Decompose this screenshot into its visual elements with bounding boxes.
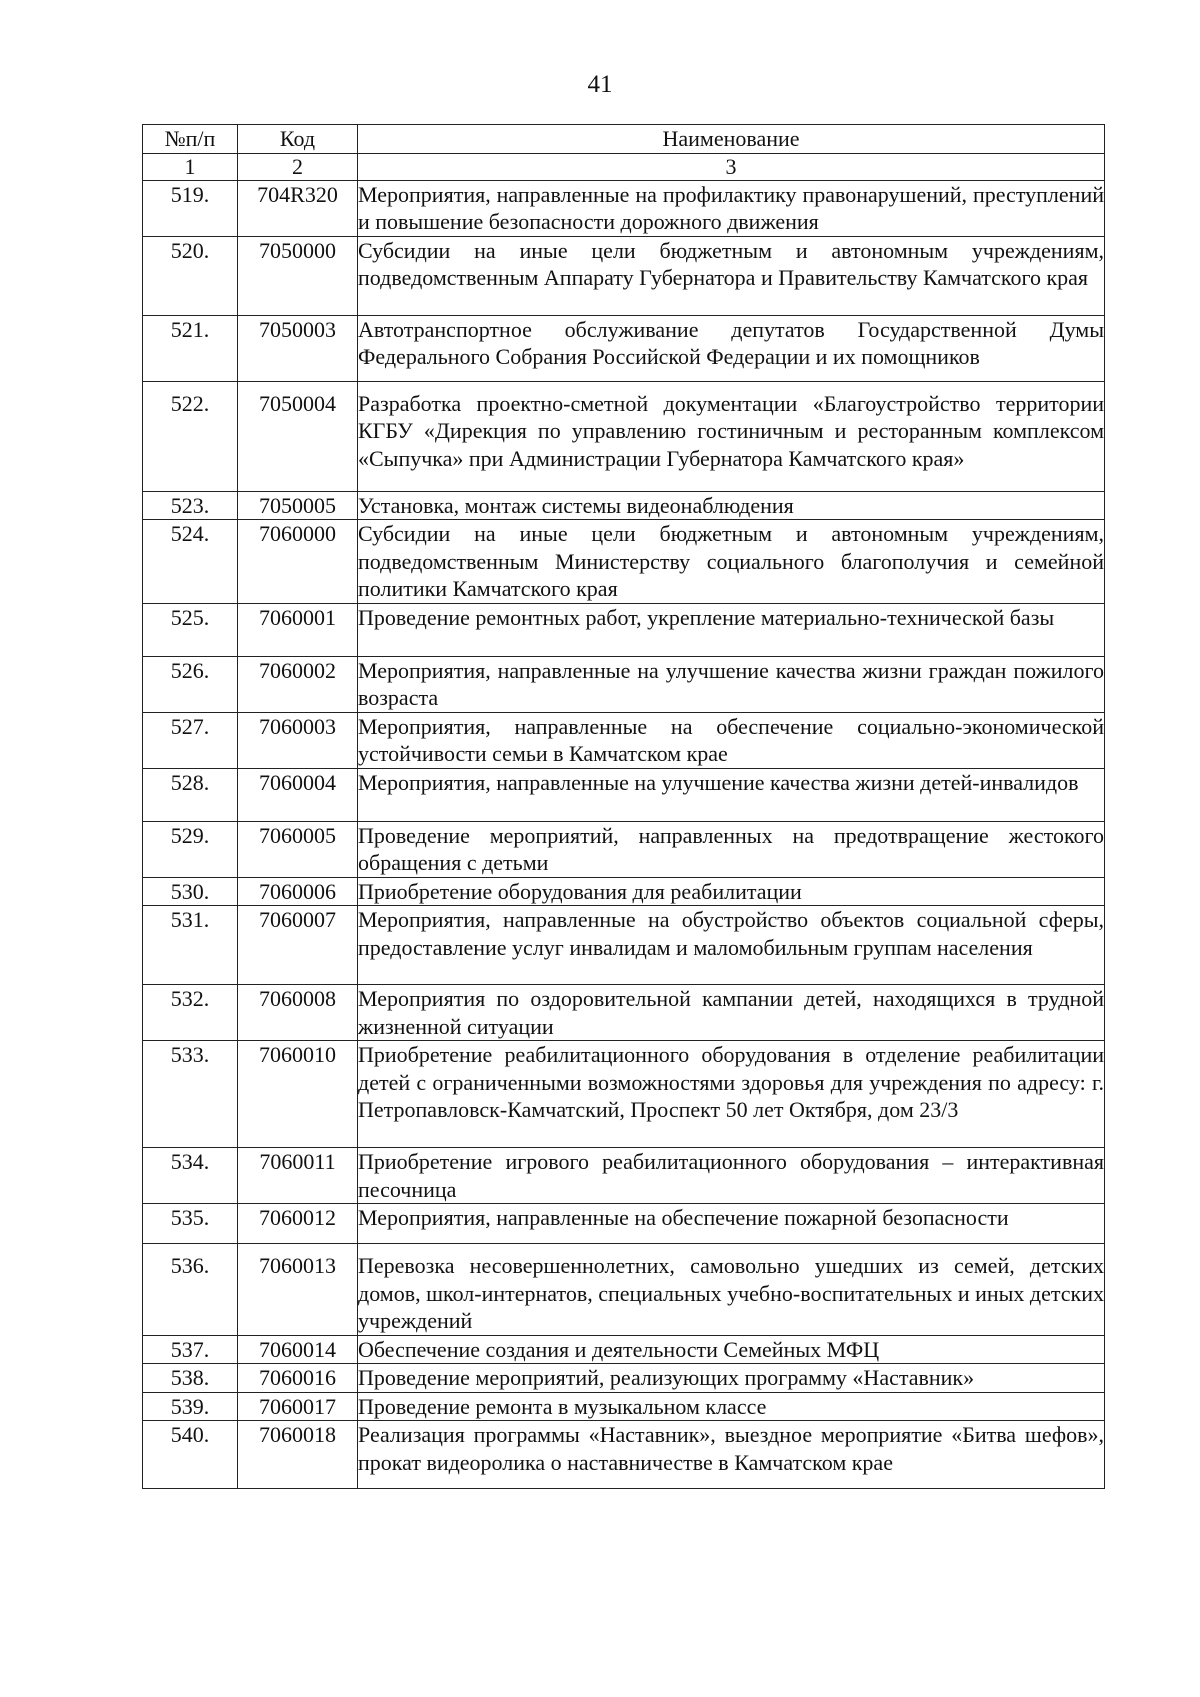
row-name: Мероприятия, направленные на обеспечение пожарной безопасности <box>358 1204 1105 1244</box>
table-row <box>143 236 1105 315</box>
row-name: Мероприятия, направленные на обеспечение социально-экономической устойчивости семьи в Камчатском крае <box>358 713 1104 766</box>
row-code: 7050005 <box>238 491 358 520</box>
table-row <box>143 315 1105 381</box>
row-code: 7050004 <box>238 381 358 491</box>
table-row <box>143 712 1105 768</box>
row-name: Проведение ремонта в музыкальном классе <box>358 1392 1105 1421</box>
table-row <box>143 1392 1105 1421</box>
page-number: 41 <box>587 71 613 98</box>
table-row <box>143 1148 1105 1204</box>
row-code: 7060003 <box>238 712 358 768</box>
row-code: 7060004 <box>238 768 358 821</box>
row-name: Мероприятия, направленные на улучшение качества жизни детей-инвалидов <box>358 768 1105 821</box>
row-code: 7060006 <box>238 877 358 906</box>
table-row <box>143 1041 1105 1148</box>
table-row <box>143 656 1105 712</box>
row-name: Приобретение реабилитационного оборудования в отделение реабилитации детей с ограниченными возможностями здоровья для учреждения по адресу: г. Петропавловск-Камчатский, Проспект 50 лет Октября, дом 23/3 <box>358 1041 1105 1148</box>
row-code: 7060000 <box>238 520 358 604</box>
table-body <box>143 180 1105 1489</box>
row-number: 519. <box>143 180 238 236</box>
row-name: Мероприятия, направленные на улучшение качества жизни граждан пожилого возраста <box>358 657 1104 710</box>
row-code: 704R320 <box>238 180 358 236</box>
row-name: Приобретение оборудования для реабилитации <box>358 877 1105 906</box>
row-code: 7060018 <box>238 1421 358 1489</box>
codes-table <box>142 124 1105 1489</box>
row-code: 7060008 <box>238 985 358 1041</box>
table-row <box>143 768 1105 821</box>
row-number: 530. <box>143 877 238 906</box>
row-number: 532. <box>143 985 238 1041</box>
row-code: 7050003 <box>238 315 358 381</box>
table-row <box>143 1335 1105 1364</box>
row-code: 7060010 <box>238 1041 358 1148</box>
header-code: Код <box>238 125 358 154</box>
row-number: 536. <box>143 1244 238 1336</box>
row-name: Проведение ремонтных работ, укрепление материально-технической базы <box>358 603 1105 656</box>
row-code: 7060007 <box>238 906 358 985</box>
row-code: 7060012 <box>238 1204 358 1244</box>
table-row <box>143 491 1105 520</box>
table-row <box>143 603 1105 656</box>
header-name: Наименование <box>358 125 1105 154</box>
row-name: Установка, монтаж системы видеонаблюдения <box>358 491 1105 520</box>
row-name: Мероприятия, направленные на обустройство объектов социальной сферы, предоставление услуг инвалидам и маломобильным группам населения <box>358 906 1105 985</box>
row-number: 537. <box>143 1335 238 1364</box>
row-number: 534. <box>143 1148 238 1204</box>
row-code: 7060016 <box>238 1364 358 1393</box>
row-number: 528. <box>143 768 238 821</box>
table-row <box>143 821 1105 877</box>
table-row <box>143 1244 1105 1336</box>
row-code: 7060017 <box>238 1392 358 1421</box>
row-number: 526. <box>143 656 238 712</box>
header-number: №п/п <box>143 125 238 154</box>
table-header-row <box>143 125 1105 154</box>
row-number: 521. <box>143 315 238 381</box>
row-number: 540. <box>143 1421 238 1489</box>
row-name: Субсидии на иные цели бюджетным и автономным учреждениям, подведомственным Министерству социального благополучия и семейной политики Камчатского края <box>358 521 1104 601</box>
row-name: Приобретение игрового реабилитационного оборудования – интерактивная песочница <box>358 1149 1104 1202</box>
row-code: 7060014 <box>238 1335 358 1364</box>
row-number: 538. <box>143 1364 238 1393</box>
row-number: 525. <box>143 603 238 656</box>
row-code: 7060011 <box>238 1148 358 1204</box>
row-number: 533. <box>143 1041 238 1148</box>
table-row <box>143 985 1105 1041</box>
row-number: 527. <box>143 712 238 768</box>
row-code: 7050000 <box>238 236 358 315</box>
row-code: 7060005 <box>238 821 358 877</box>
row-name: Мероприятия по оздоровительной кампании детей, находящихся в трудной жизненной ситуации <box>358 986 1104 1039</box>
row-name: Обеспечение создания и деятельности Семейных МФЦ <box>358 1335 1105 1364</box>
column-numbers-row <box>143 153 1105 180</box>
row-code: 7060001 <box>238 603 358 656</box>
row-name: Разработка проектно-сметной документации «Благоустройство территории КГБУ «Дирекция по управлению гостиничным и ресторанным комплексом «Сыпучка» при Администрации Губернатора Камчатского края» <box>358 381 1105 491</box>
row-name: Реализация программы «Наставник», выездное мероприятие «Битва шефов», прокат видеоролика о наставничестве в Камчатском крае <box>358 1421 1105 1489</box>
row-name: Автотранспортное обслуживание депутатов Государственной Думы Федерального Собрания Российской Федерации и их помощников <box>358 315 1105 381</box>
table-row <box>143 381 1105 491</box>
row-number: 529. <box>143 821 238 877</box>
row-name: Проведение мероприятий, реализующих программу «Наставник» <box>358 1364 1105 1393</box>
row-name: Перевозка несовершеннолетних, самовольно ушедших из семей, детских домов, школ-интернатов, специальных учебно-воспитательных и иных детских учреждений <box>358 1244 1105 1336</box>
row-number: 531. <box>143 906 238 985</box>
row-number: 535. <box>143 1204 238 1244</box>
table-row <box>143 180 1105 236</box>
row-name: Субсидии на иные цели бюджетным и автономным учреждениям, подведомственным Аппарату Губернатора и Правительству Камчатского края <box>358 236 1105 315</box>
row-number: 522. <box>143 381 238 491</box>
row-name: Проведение мероприятий, направленных на предотвращение жестокого обращения с детьми <box>358 822 1104 875</box>
row-number: 523. <box>143 491 238 520</box>
column-number-1: 1 <box>143 153 238 180</box>
table-row <box>143 1364 1105 1393</box>
table-row <box>143 520 1105 604</box>
row-code: 7060002 <box>238 656 358 712</box>
table-row <box>143 877 1105 906</box>
table-row <box>143 906 1105 985</box>
column-number-3: 3 <box>358 153 1105 180</box>
table-row <box>143 1421 1105 1489</box>
column-number-2: 2 <box>238 153 358 180</box>
row-name: Мероприятия, направленные на профилактику правонарушений, преступлений и повышение безопасности дорожного движения <box>358 181 1104 234</box>
table-row <box>143 1204 1105 1244</box>
row-number: 539. <box>143 1392 238 1421</box>
row-number: 524. <box>143 520 238 604</box>
row-number: 520. <box>143 236 238 315</box>
row-code: 7060013 <box>238 1244 358 1336</box>
